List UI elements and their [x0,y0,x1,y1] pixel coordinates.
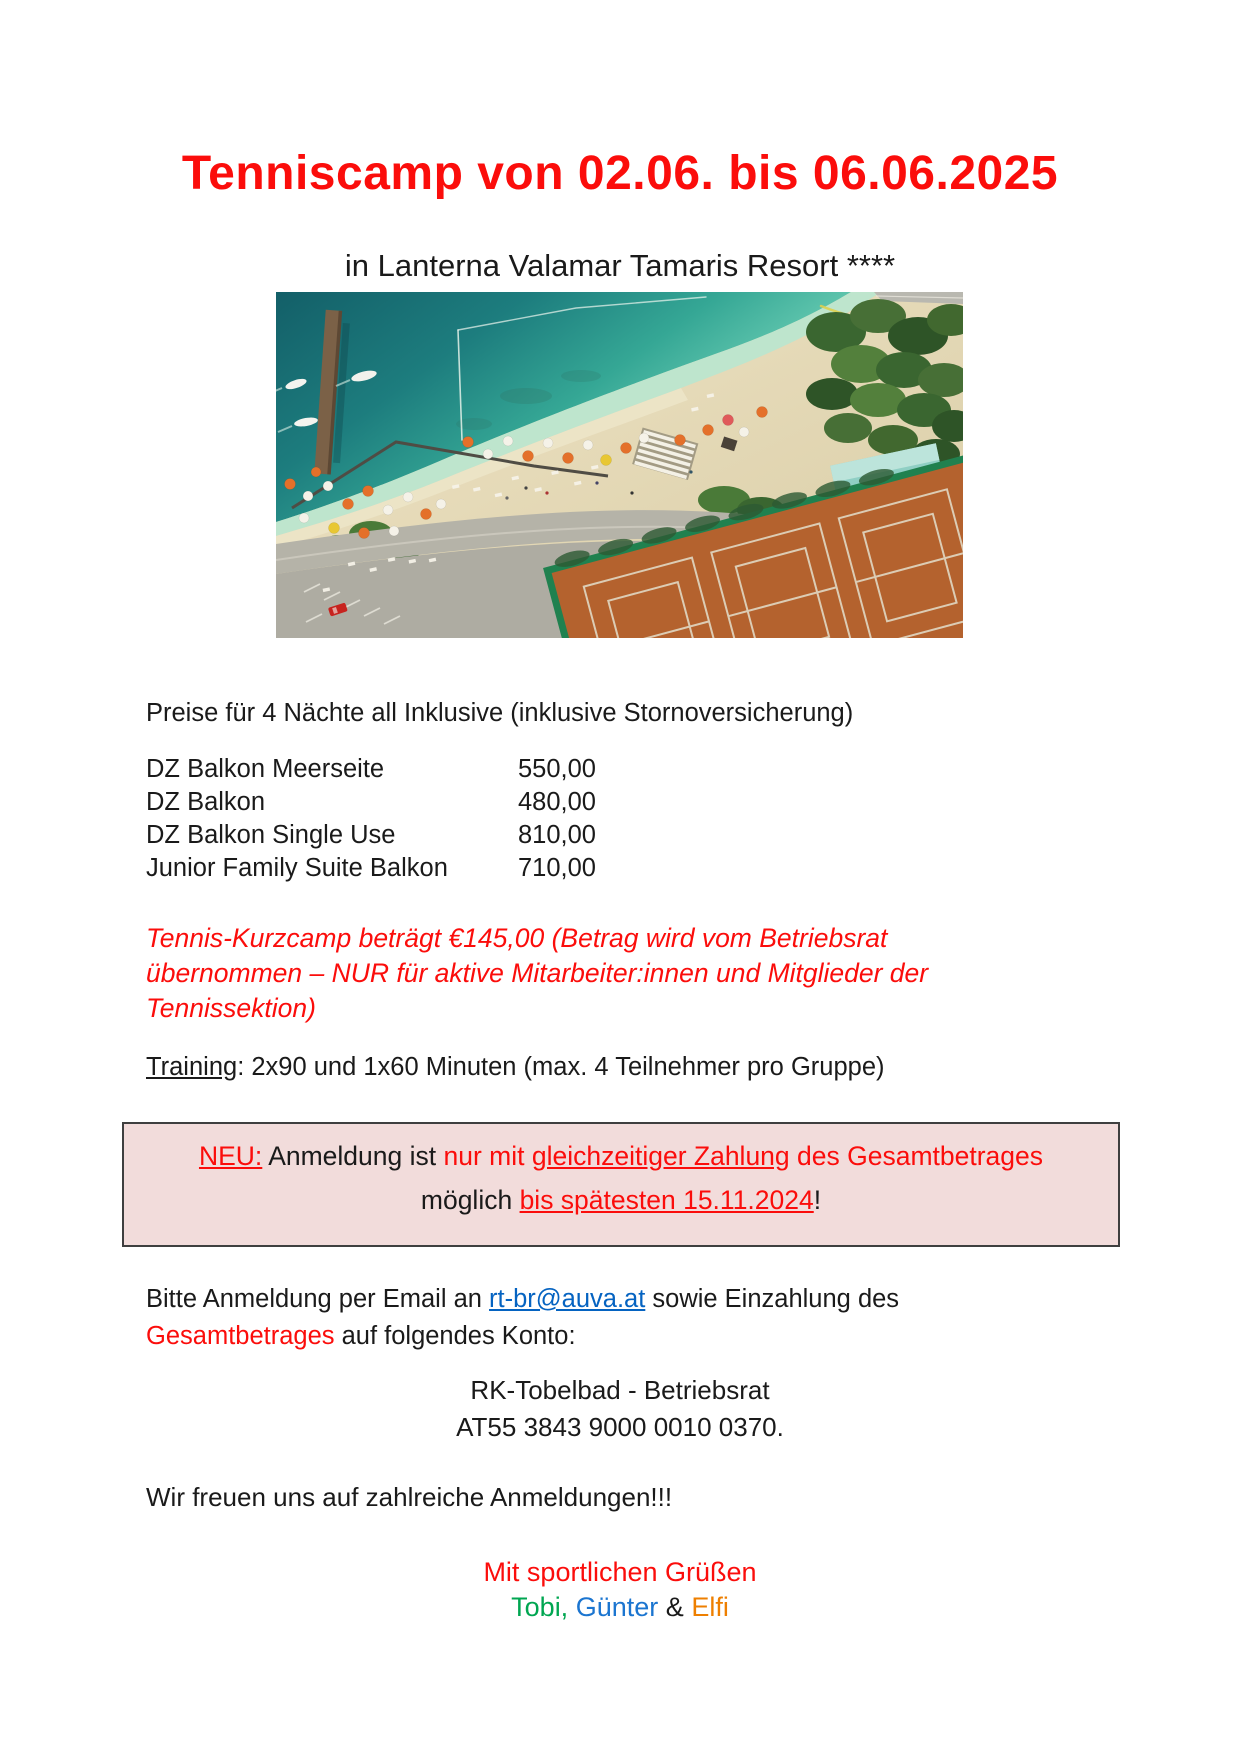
training-label: Training [146,1053,238,1081]
room-price: 480,00 [518,788,596,816]
registration-notice-box [122,1122,1120,1247]
signature-names [0,1592,1240,1623]
email-link[interactable]: rt-br@auva.at [489,1285,646,1313]
gesamtbetrag-highlight: Gesamtbetrages [146,1322,335,1350]
room-type: DZ Balkon Meerseite [146,755,385,783]
room-type: DZ Balkon Single Use [146,821,396,849]
training-details: : 2x90 und 1x60 Minuten (max. 4 Teilnehmer pro Gruppe) [237,1053,885,1081]
name-tobi: Tobi, [511,1592,569,1622]
notice-text-red: des Gesamtbetrages [789,1141,1044,1171]
closing-greeting: Mit sportlichen Grüßen [483,1557,757,1587]
contact-text: sowie Einzahlung des [645,1285,900,1313]
room-price: 810,00 [518,821,596,849]
notice-text-red: nur mit [443,1141,532,1171]
room-price: 550,00 [518,755,596,783]
notice-text: ! [813,1185,822,1215]
deadline-text: bis spätesten 15.11.2024 [519,1185,814,1215]
page-title: Tenniscamp von 02.06. bis 06.06.2025 [181,147,1059,200]
notice-text-red-underlined: gleichzeitiger Zahlung [531,1141,790,1171]
contact-instructions [146,1281,899,1355]
training-info [146,1053,885,1082]
name-elfi: Elfi [691,1592,729,1622]
notice-line-1 [124,1134,1118,1178]
kurzcamp-note [146,921,928,1026]
room-type: Junior Family Suite Balkon [146,854,448,882]
room-price: 710,00 [518,854,596,882]
notice-text: Anmeldung ist [262,1141,444,1171]
closing-call-to-action: Wir freuen uns auf zahlreiche Anmeldungen!!! [146,1482,673,1512]
resort-aerial-photo [276,292,963,638]
contact-text: Bitte Anmeldung per Email an [146,1285,490,1313]
name-ampersand: & [665,1592,684,1622]
resort-subtitle: in Lanterna Valamar Tamaris Resort **** [344,248,896,283]
name-guenter: Günter [575,1592,659,1622]
contact-text: auf folgendes Konto: [334,1322,576,1350]
notice-line-2 [124,1178,1118,1222]
kurzcamp-line: übernommen – NUR für aktive Mitarbeiter:innen und Mitglieder der [146,958,929,988]
bank-account-name: RK-Tobelbad - Betriebsrat [470,1375,770,1405]
room-type: DZ Balkon [146,788,266,816]
price-list-heading: Preise für 4 Nächte all Inklusive (inklusive Stornoversicherung) [146,699,854,727]
bank-iban: AT55 3843 9000 0010 0370. [456,1412,784,1442]
contact-line-2 [146,1318,899,1355]
kurzcamp-line: Tennis-Kurzcamp beträgt €145,00 (Betrag wird vom Betriebsrat [146,923,888,953]
notice-text: möglich [420,1185,520,1215]
kurzcamp-line: Tennissektion) [146,993,316,1023]
bank-details [0,1372,1240,1446]
contact-line-1 [146,1281,899,1318]
neu-label: NEU: [198,1141,263,1171]
